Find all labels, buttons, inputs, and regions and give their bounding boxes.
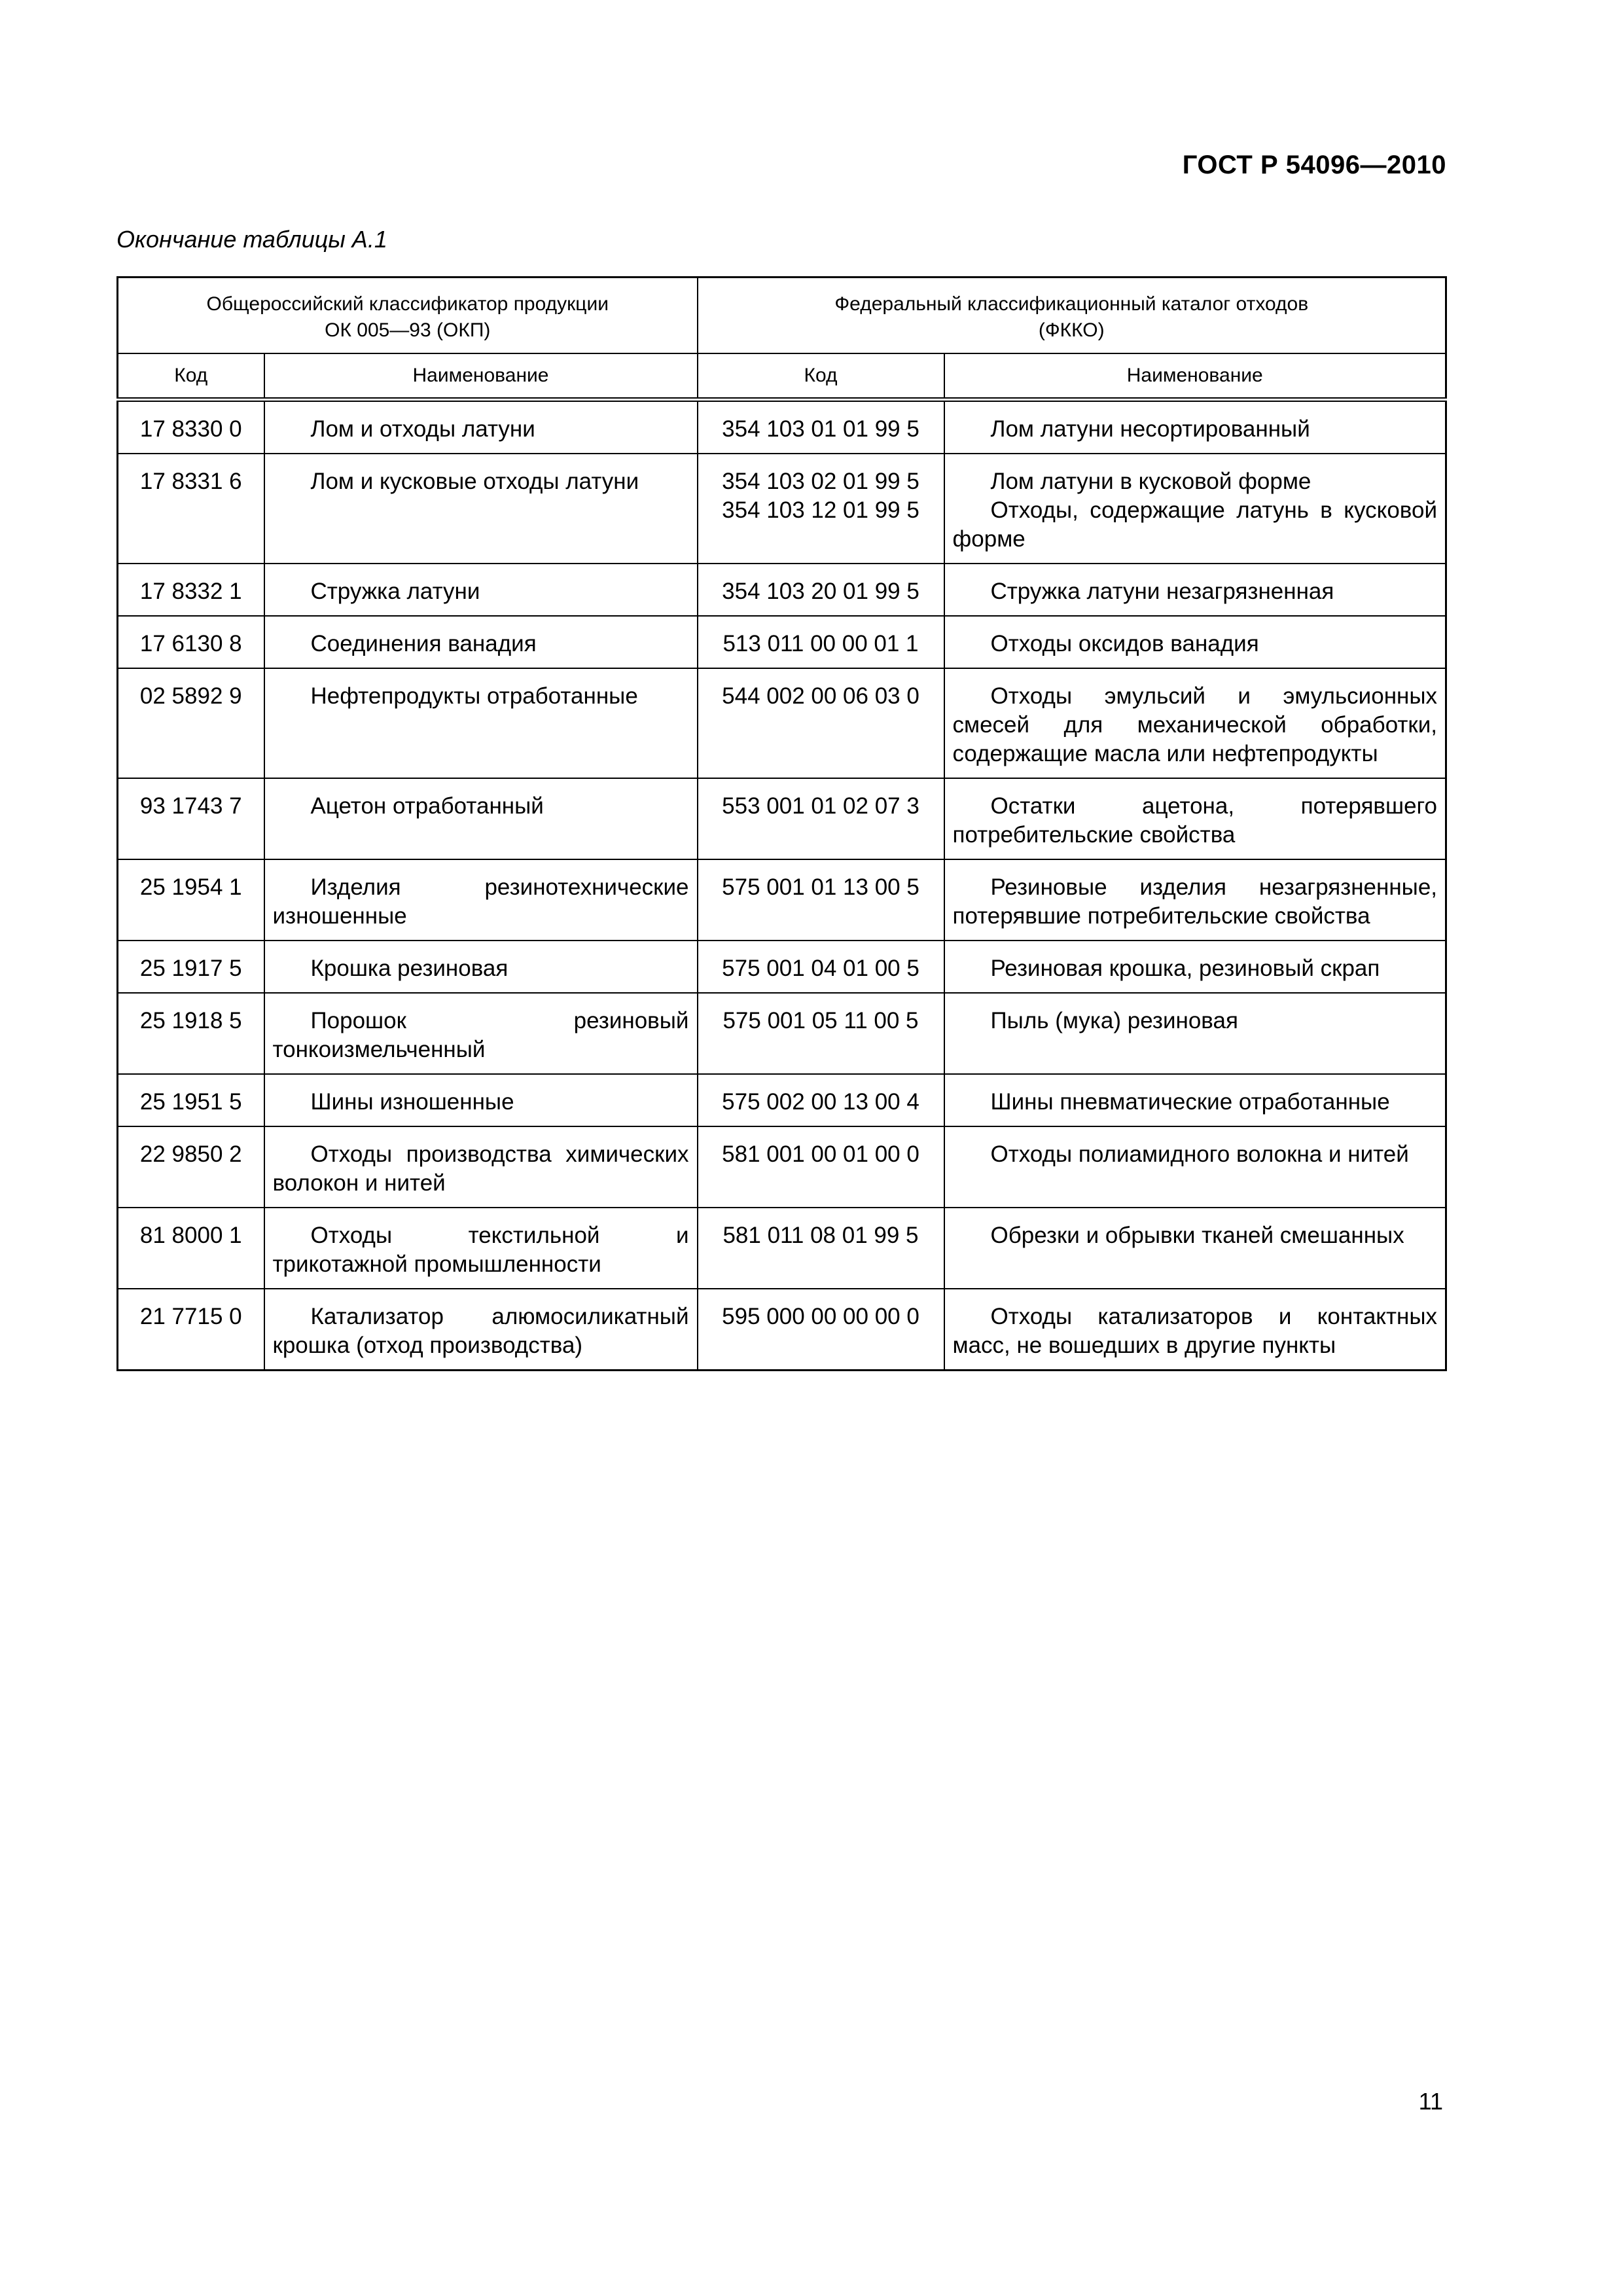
document-standard-header: ГОСТ Р 54096—2010 bbox=[1182, 151, 1446, 179]
fkko-name-cell bbox=[944, 1126, 1446, 1208]
fkko-name-cell bbox=[944, 859, 1446, 941]
fkko-code: 513 011 00 00 01 1 bbox=[722, 631, 919, 656]
fkko-name-cell bbox=[944, 454, 1446, 564]
table-row bbox=[118, 668, 1446, 778]
fkko-code-cell bbox=[698, 859, 944, 941]
okp-name-cell: Стружка латуни bbox=[264, 564, 698, 616]
fkko-code-cell bbox=[698, 1289, 944, 1371]
fkko-name: Отходы, содержащие латунь в кусковой форме bbox=[952, 497, 1438, 552]
table-row bbox=[118, 400, 1446, 454]
column-header-okp-code: Код bbox=[118, 353, 264, 400]
fkko-code-cell bbox=[698, 454, 944, 564]
table-row bbox=[118, 564, 1446, 616]
fkko-name-cell bbox=[944, 993, 1446, 1074]
fkko-code: 354 103 01 01 99 5 bbox=[722, 416, 919, 442]
fkko-code: 595 000 00 00 00 0 bbox=[722, 1304, 919, 1329]
fkko-code: 581 001 00 01 00 0 bbox=[722, 1141, 919, 1167]
fkko-code: 354 103 02 01 99 5 bbox=[722, 469, 919, 494]
fkko-name: Шины пневматические отработанные bbox=[990, 1089, 1390, 1115]
column-header-okp-name: Наименование bbox=[264, 353, 698, 400]
fkko-name-cell bbox=[944, 1289, 1446, 1371]
fkko-name-cell bbox=[944, 564, 1446, 616]
classification-table-container bbox=[116, 276, 1445, 1371]
table-row bbox=[118, 616, 1446, 668]
table-body bbox=[118, 400, 1446, 1371]
fkko-name: Остатки ацетона, потерявшего потребительские свойства bbox=[952, 793, 1438, 848]
column-header-fkko-code: Код bbox=[698, 353, 944, 400]
okp-code-cell: 25 1951 5 bbox=[118, 1074, 264, 1126]
okp-code-cell: 22 9850 2 bbox=[118, 1126, 264, 1208]
fkko-name: Отходы катализаторов и контактных масс, не вошедших в другие пункты bbox=[952, 1304, 1438, 1358]
fkko-code: 544 002 00 06 03 0 bbox=[722, 683, 919, 709]
fkko-code-cell bbox=[698, 400, 944, 454]
okp-group-header-line-2: ОК 005—93 (ОКП) bbox=[325, 319, 491, 341]
fkko-code-cell bbox=[698, 1126, 944, 1208]
column-header-fkko-name: Наименование bbox=[944, 353, 1446, 400]
fkko-name: Отходы оксидов ванадия bbox=[990, 631, 1259, 656]
fkko-name: Обрезки и обрывки тканей смешанных bbox=[990, 1223, 1404, 1248]
okp-name-cell: Лом и отходы латуни bbox=[264, 400, 698, 454]
fkko-group-header-line-2: (ФККО) bbox=[1038, 319, 1105, 341]
fkko-code-cell bbox=[698, 778, 944, 859]
okp-name-cell: Лом и кусковые отходы латуни bbox=[264, 454, 698, 564]
fkko-name: Пыль (мука) резиновая bbox=[990, 1008, 1238, 1033]
fkko-group-header-line-1: Федеральный классификационный каталог отходов bbox=[834, 293, 1309, 315]
okp-name-cell: Шины изношенные bbox=[264, 1074, 698, 1126]
table-row bbox=[118, 941, 1446, 993]
fkko-name-cell bbox=[944, 400, 1446, 454]
fkko-code-cell bbox=[698, 993, 944, 1074]
fkko-code-cell bbox=[698, 668, 944, 778]
classification-table bbox=[116, 276, 1447, 1371]
table-caption: Окончание таблицы А.1 bbox=[116, 226, 387, 253]
okp-code-cell: 81 8000 1 bbox=[118, 1208, 264, 1289]
okp-name-cell: Изделия резинотехнические изношенные bbox=[264, 859, 698, 941]
fkko-code: 553 001 01 02 07 3 bbox=[722, 793, 919, 819]
fkko-name: Резиновые изделия незагрязненные, потерявшие потребительские свойства bbox=[952, 874, 1438, 929]
table-column-header-row bbox=[118, 353, 1446, 400]
okp-code-cell: 25 1917 5 bbox=[118, 941, 264, 993]
okp-code-cell: 93 1743 7 bbox=[118, 778, 264, 859]
okp-group-header-line-1: Общероссийский классификатор продукции bbox=[206, 293, 609, 315]
okp-name-cell: Соединения ванадия bbox=[264, 616, 698, 668]
fkko-name: Резиновая крошка, резиновый скрап bbox=[990, 956, 1380, 981]
okp-code-cell: 25 1954 1 bbox=[118, 859, 264, 941]
fkko-code-cell bbox=[698, 616, 944, 668]
fkko-code: 575 001 05 11 00 5 bbox=[722, 1008, 919, 1033]
fkko-code: 575 001 04 01 00 5 bbox=[722, 956, 919, 981]
fkko-name-cell bbox=[944, 1208, 1446, 1289]
table-row bbox=[118, 1074, 1446, 1126]
fkko-name-cell bbox=[944, 668, 1446, 778]
okp-name-cell: Катализатор алюмосиликатный крошка (отход производства) bbox=[264, 1289, 698, 1371]
fkko-code: 581 011 08 01 99 5 bbox=[722, 1223, 919, 1248]
fkko-code-cell bbox=[698, 1208, 944, 1289]
okp-code-cell: 17 8332 1 bbox=[118, 564, 264, 616]
fkko-code-cell bbox=[698, 1074, 944, 1126]
fkko-group-header bbox=[698, 278, 1446, 354]
fkko-name-cell bbox=[944, 941, 1446, 993]
table-row bbox=[118, 993, 1446, 1074]
fkko-code-cell bbox=[698, 564, 944, 616]
table-header bbox=[118, 278, 1446, 400]
table-row bbox=[118, 778, 1446, 859]
fkko-code: 575 001 01 13 00 5 bbox=[722, 874, 919, 900]
okp-code-cell: 21 7715 0 bbox=[118, 1289, 264, 1371]
okp-code-cell: 17 8330 0 bbox=[118, 400, 264, 454]
okp-name-cell: Порошок резиновый тонкоизмельченный bbox=[264, 993, 698, 1074]
fkko-name-cell bbox=[944, 616, 1446, 668]
fkko-code: 354 103 20 01 99 5 bbox=[722, 579, 919, 604]
okp-code-cell: 17 8331 6 bbox=[118, 454, 264, 564]
okp-name-cell: Крошка резиновая bbox=[264, 941, 698, 993]
okp-name-cell: Ацетон отработанный bbox=[264, 778, 698, 859]
fkko-code: 354 103 12 01 99 5 bbox=[722, 497, 919, 523]
fkko-code-cell bbox=[698, 941, 944, 993]
okp-code-cell: 02 5892 9 bbox=[118, 668, 264, 778]
page-number: 11 bbox=[1418, 2088, 1443, 2115]
okp-code-cell: 17 6130 8 bbox=[118, 616, 264, 668]
table-row bbox=[118, 1289, 1446, 1371]
table-row bbox=[118, 1126, 1446, 1208]
fkko-name-cell bbox=[944, 1074, 1446, 1126]
table-row bbox=[118, 859, 1446, 941]
table-row bbox=[118, 454, 1446, 564]
fkko-code: 575 002 00 13 00 4 bbox=[722, 1089, 919, 1115]
okp-name-cell: Нефтепродукты отработанные bbox=[264, 668, 698, 778]
fkko-name: Стружка латуни незагрязненная bbox=[990, 579, 1334, 604]
fkko-name: Лом латуни несортированный bbox=[990, 416, 1310, 442]
okp-name-cell: Отходы текстильной и трикотажной промышленности bbox=[264, 1208, 698, 1289]
fkko-name: Лом латуни в кусковой форме bbox=[990, 469, 1311, 494]
okp-group-header bbox=[118, 278, 698, 354]
okp-name-cell: Отходы производства химических волокон и нитей bbox=[264, 1126, 698, 1208]
fkko-name: Отходы эмульсий и эмульсионных смесей для механической обработки, содержащие масла или нефтепродукты bbox=[952, 683, 1438, 766]
fkko-name: Отходы полиамидного волокна и нитей bbox=[990, 1141, 1409, 1167]
okp-code-cell: 25 1918 5 bbox=[118, 993, 264, 1074]
fkko-name-cell bbox=[944, 778, 1446, 859]
table-group-header-row bbox=[118, 278, 1446, 354]
table-row bbox=[118, 1208, 1446, 1289]
